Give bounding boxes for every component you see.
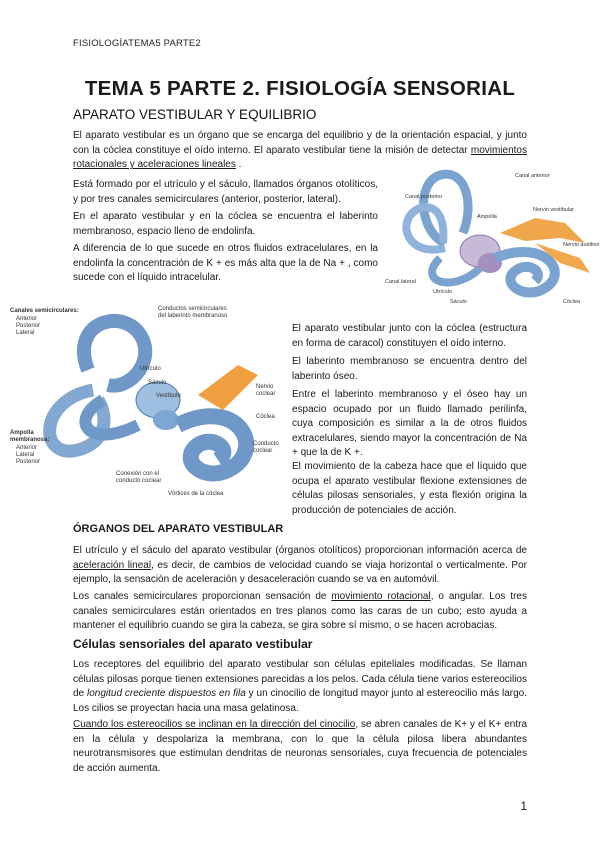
text-run: El utrículo y el sáculo del aparato vestibular (órganos otolíticos) proporcionan información acerca de — [73, 545, 527, 556]
fig1-label: Utrículo — [433, 289, 452, 295]
section-heading-celulas: Células sensoriales del aparato vestibular — [73, 637, 313, 651]
paragraph-endolinfa: A diferencia de lo que sucede en otros fluidos extracelulares, en la endolinfa la concentración de K + es más alta que la de Na + , como sucede con el líquido intracelular. — [73, 243, 378, 284]
fig1-label: Sáculo — [450, 299, 467, 305]
running-header: FISIOLOGÍATEMA5 PARTE2 — [73, 38, 201, 49]
fig2-label: Anterior — [16, 316, 38, 322]
fig1-label: Ampolla — [477, 214, 497, 220]
fig2-label: Conductos semicirculares — [158, 306, 227, 312]
anterior-canal-shape — [84, 321, 145, 386]
cochlea-shape — [495, 252, 555, 293]
paragraph-estereocilios — [73, 718, 527, 776]
underlined-text: Cuando los estereocilios se inclinan en la dirección del cinocilio — [73, 719, 356, 730]
paragraph-laberinto-oseo: El laberinto membranoso se encuentra dentro del laberinto óseo. — [292, 356, 527, 382]
fig2-label: Anterior — [16, 445, 38, 451]
fig2-label: del laberinto membranoso — [158, 313, 228, 319]
underlined-text: movimientos rotacionales y aceleraciones lineales — [73, 144, 527, 171]
fig1-label: Nervio auditivo — [563, 242, 600, 248]
saccule-shape — [153, 410, 179, 430]
fig2-label: membranosa: — [10, 437, 50, 443]
section-heading-vestibular: APARATO VESTIBULAR Y EQUILIBRIO — [73, 107, 317, 122]
paragraph-structure: Está formado por el utrículo y el sáculo, llamados órganos otolíticos, y por tres canales semicirculares (anterior, posterior, lateral). — [73, 179, 378, 205]
paragraph-movimiento: El movimiento de la cabeza hace que el líquido que ocupa el aparato vestibular flexione extensiones de células pilosas sensoriales, y esta flexión origina la producción de potenciales de acción. — [292, 461, 527, 516]
fig2-label: Conducto — [253, 441, 279, 447]
text-run: , se abren canales de K+ y el K+ entra en la célula y despolariza la membrana, con lo que la célula pilosa libera abundantes neurotransmisores que estimulan dendritas de neuronas sensoriales, cuya frecuencia de potenciales de acción aumenta. — [73, 719, 528, 774]
page-title: TEMA 5 PARTE 2. FISIOLOGÍA SENSORIAL — [84, 77, 516, 100]
fig1-label: Nervio vestibular — [533, 207, 574, 213]
text-run: , es decir, de cambios de velocidad cuando se viaja horizontal o verticalmente. Por ejemplo, la sensación de aceleración y desaceleración cuando se va en automóvil. — [73, 559, 527, 586]
cochlea-shape — [178, 416, 246, 473]
cochlear-nerve-shape — [198, 365, 258, 410]
fig2-label: Sáculo — [148, 380, 167, 386]
fig1-label: Canal posterior — [405, 194, 443, 200]
fig2-label: Lateral — [16, 330, 35, 336]
inner-ear-figure-1 — [385, 163, 600, 313]
fig2-label: Ampolla — [10, 430, 34, 436]
fig2-label: Posterior — [16, 459, 41, 465]
fig2-label: coclear — [253, 448, 273, 454]
lateral-canal-shape — [85, 400, 138, 435]
paragraph-perilinfa: Entre el laberinto membranoso y el óseo hay un espacio ocupado por un fluido llamado perilinfa, cuya composición es similar a la de otros fluidos extracelulares, siendo mayor la concentración de Na + que la de K +. — [292, 389, 527, 459]
fig2-label: Nervio — [256, 384, 274, 390]
page-number: 1 — [520, 799, 527, 813]
fig2-label: coclear — [256, 391, 276, 397]
fig1-label: Cóclea — [563, 299, 581, 305]
fig2-label: Conexión con el — [116, 471, 160, 477]
fig1-label: Canal lateral — [385, 279, 416, 285]
fig2-label: Utrículo — [140, 366, 161, 372]
paragraph-otoliticos — [73, 544, 527, 588]
fig2-label: Posterior — [16, 323, 41, 329]
inner-ear-figure-2 — [8, 300, 288, 505]
paragraph-canales — [73, 590, 527, 634]
text-run: , o angular. Los tres canales semicirculares están orientados en tres planos como las caras de un cubo; esto ayuda a mantener el equilibrio cuando se gira la cabeza, se gira sobre sí mismo, o se hacen acrobacias. — [73, 591, 527, 632]
fig2-label: Vestíbulo — [156, 393, 181, 399]
text-run: . — [235, 159, 242, 171]
fig2-label: Cóclea — [256, 414, 275, 420]
paragraph-receptores — [73, 658, 527, 716]
text-run: Los canales semicirculares proporcionan sensación de — [73, 591, 332, 602]
paragraph-laberinto: En el aparato vestibular y en la cóclea se encuentra el laberinto membranoso, espacio lleno de endolinfa. — [73, 211, 378, 237]
text-run: Los receptores del equilibrio del aparato vestibular son células epiteliales modificadas. Se llaman células pilosas porque tienen extensiones parecidas a los pelos. Cada célula tiene varios estereocilios de — [73, 659, 527, 700]
paragraph-oido-interno: El aparato vestibular junto con la cóclea (estructura en forma de caracol) constituyen el oído interno. — [292, 323, 527, 349]
fig2-label: Vórtices de la cóclea — [168, 491, 224, 497]
section-heading-organos: ÓRGANOS DEL APARATO VESTIBULAR — [73, 523, 284, 535]
underlined-text: aceleración lineal — [73, 559, 152, 571]
vestibular-nerve-shape — [500, 218, 585, 243]
fig1-label: Canal anterior — [515, 173, 550, 179]
fig2-label: Lateral — [16, 452, 35, 458]
text-run: El aparato vestibular es un órgano que se encarga del equilibrio y de la orientación espacial, y junto con la cóclea constituye el oído interno. El aparato vestibular tiene la misión de detectar — [73, 130, 527, 156]
underlined-text: movimiento rotacional — [331, 591, 431, 602]
fig2-label: conducto coclear — [116, 478, 162, 484]
text-run: y un cinocilio de longitud mayor junto al estereocilio más largo. Los cilios se proyectan hacia una masa gelatinosa. — [73, 688, 527, 714]
italic-text: longitud creciente dispuestos en fila — [87, 688, 246, 700]
fig2-label: Canales semicirculares: — [10, 308, 79, 314]
